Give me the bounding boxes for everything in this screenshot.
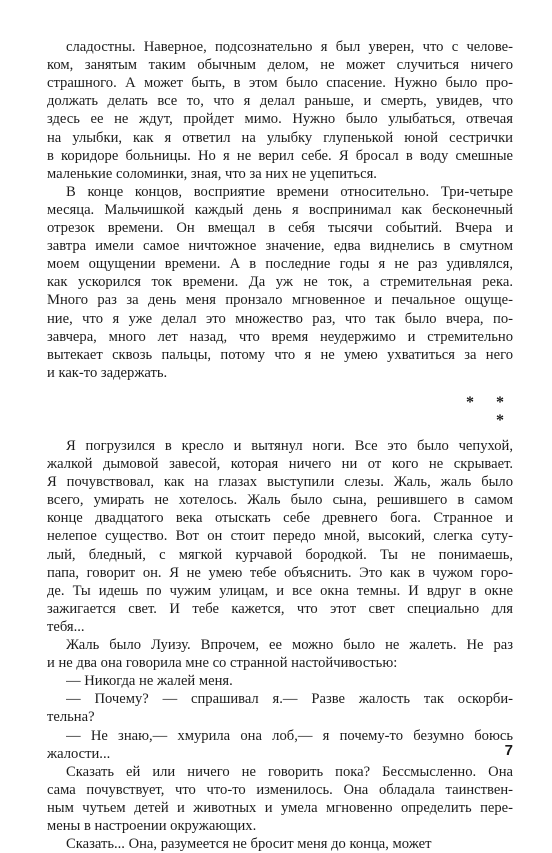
- text-line: Сказать ей или ничего не говорить пока? Бессмысленно. Она: [66, 763, 513, 780]
- text-line: — Никогда не жалей меня.: [66, 673, 233, 690]
- text-line: моем ощущении времени. А в последние годы я не раз удивлялся,: [47, 256, 513, 273]
- text-line: жалкой дымовой завесой, которая ничего ни от кого не скрывает.: [47, 456, 513, 472]
- text-line: Я погрузился в кресло и вытянул ноги. Все это было чепухой,: [66, 437, 513, 454]
- text-line: маленькие соломинки, зная, что за них не уцепиться.: [47, 165, 377, 182]
- text-line: В конце концов, восприятие времени относительно. Три-четыре: [66, 183, 513, 200]
- text-line: тельна?: [47, 709, 95, 726]
- text-line: здесь ее не ждут, пройдет мимо. Нужно было улыбаться, отвечая: [47, 111, 513, 128]
- text-line: как ускорился ток времени. Да уж не ток, а стремительная река.: [47, 274, 513, 291]
- text-line: Сказать... Она, разумеется не бросит меня до конца, может: [66, 836, 432, 853]
- text-line: и как-то задержать.: [47, 364, 168, 381]
- text-line: вытекает сквозь пальцы, потому что я не умею ухватиться за него: [47, 346, 513, 363]
- text-line: должать делать все то, что я делал раньше, и смерть, увидев, что: [47, 93, 513, 110]
- text-line: и не два она говорила мне со странной настойчивостью:: [47, 655, 398, 672]
- text-line: в коридоре больницы. Но я не верил себе. Я бросал в воду смешные: [47, 147, 513, 164]
- text-line: конце двадцатого века отыскать себе древнего бога. Странное и: [47, 510, 513, 527]
- text-line: нелепое существо. Вот он стоит передо мной, высокий, слегка суту-: [47, 528, 513, 545]
- text-line: ным чутьем детей и животных и умела мгновенно определить пере-: [47, 799, 513, 816]
- text-line: мены в настроении окружающих.: [47, 818, 257, 834]
- text-line: Я почувствовал, как на глазах выступили слезы. Жаль, жаль было: [47, 474, 513, 491]
- text-line: месяца. Мальчишкой каждый день я воспринимал как бесконечный: [47, 201, 513, 218]
- text-line: Жаль было Луизу. Впрочем, ее можно было не жалеть. Не раз: [66, 637, 513, 653]
- text-line: жалости...: [47, 745, 111, 762]
- text-line: завчера, много лет назад, что время неудержимо и стремительно: [47, 328, 513, 345]
- text-line: сладостны. Наверное, подсознательно я был уверен, что с челове-: [66, 39, 513, 55]
- text-line: страшного. А может быть, в этом было спасение. Нужно было про-: [47, 75, 513, 92]
- text-line: ние, что я уже делал это множество раз, что так было вчера, по-: [47, 310, 513, 327]
- text-line: де. Ты идешь по чужим улицам, и все окна темны. И вдруг в окне: [47, 582, 513, 599]
- text-line: всего, умирать не хотелось. Жаль было сына, решившего в самом: [47, 492, 513, 509]
- text-line: лый, бледный, с мягкой курчавой бородкой. Ты не понимаешь,: [47, 546, 513, 563]
- text-line: ком, занятым таким обычным делом, не может случиться ничего: [47, 57, 513, 74]
- text-line: — Не знаю,— хмурила она лоб,— я почему-то безумно боюсь: [66, 727, 513, 744]
- text-line: завтра имели самое ничтожное значение, едва виднелись в смутном: [47, 238, 513, 255]
- text-line: отрезок времени. Он вмещал в себя тысячи событий. Вчера и: [47, 220, 513, 236]
- text-line: Много раз за день меня пронзало мгновенное и печальное ощуще-: [47, 292, 513, 309]
- text-line: сама почувствует, что что-то изменилось. Она обладала таинствен-: [47, 781, 513, 798]
- text-line: папа, говорит он. Я не умею тебе объяснить. Это как в чужом горо-: [47, 564, 513, 581]
- page-number: 7: [504, 742, 513, 759]
- section-break: * * *: [466, 393, 513, 429]
- text-line: зажигается свет. И тебе кажется, что этот свет специально для: [47, 600, 513, 617]
- text-line: на улыбки, как я ответил на улыбку глупенькой юной сестрички: [47, 129, 513, 146]
- text-line: — Почему? — спрашивал я.— Разве жалость так оскорби-: [66, 691, 513, 708]
- text-line: тебя...: [47, 618, 85, 635]
